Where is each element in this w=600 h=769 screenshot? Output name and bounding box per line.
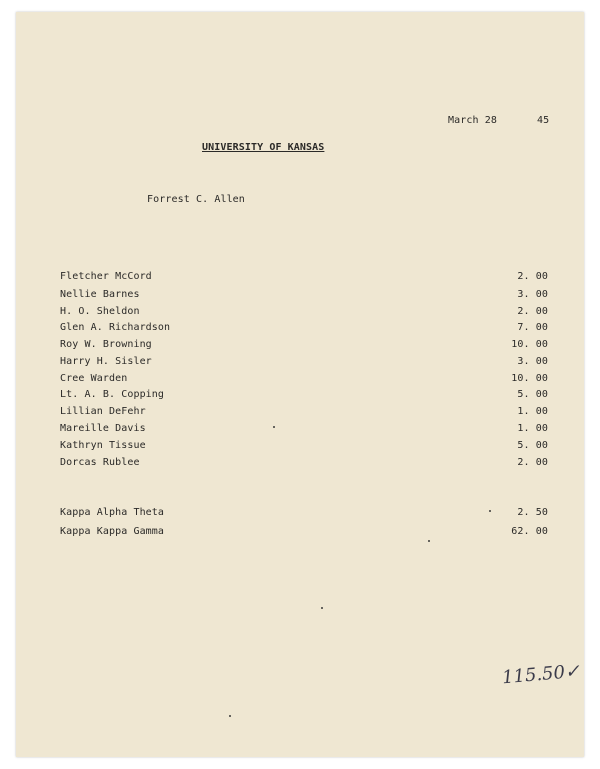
entry-amount: 1. 00 <box>517 406 548 417</box>
paper-speck <box>428 540 430 542</box>
entry-name: Lt. A. B. Copping <box>60 389 165 400</box>
entry-name: Roy W. Browning <box>60 339 152 350</box>
entry-name: Kathryn Tissue <box>60 440 146 451</box>
entry-amount: 3. 00 <box>517 289 548 300</box>
entry-name: H. O. Sheldon <box>60 306 140 317</box>
group-name: Kappa Kappa Gamma <box>60 526 165 537</box>
paper-speck <box>489 510 491 512</box>
paper-speck <box>229 715 231 717</box>
handwritten-total: 115.50✓ <box>501 660 581 689</box>
entry-amount: 10. 00 <box>511 339 548 350</box>
entry-name: Harry H. Sisler <box>60 356 152 367</box>
date-text: March 28 <box>448 115 497 126</box>
entry-name: Nellie Barnes <box>60 289 140 300</box>
entry-amount: 2. 00 <box>517 271 548 282</box>
entry-name: Mareille Davis <box>60 423 146 434</box>
entry-amount: 1. 00 <box>517 423 548 434</box>
entry-amount: 2. 00 <box>517 306 548 317</box>
entry-name: Glen A. Richardson <box>60 322 171 333</box>
entry-name: Fletcher McCord <box>60 271 152 282</box>
entry-amount: 5. 00 <box>517 440 548 451</box>
recipient-name: Forrest C. Allen <box>147 194 245 205</box>
entry-amount: 2. 00 <box>517 457 548 468</box>
entry-name: Dorcas Rublee <box>60 457 140 468</box>
entry-name: Lillian DeFehr <box>60 406 146 417</box>
entry-name: Cree Warden <box>60 373 128 384</box>
document-page <box>16 12 584 757</box>
group-amount: 62. 00 <box>511 526 548 537</box>
entry-amount: 3. 00 <box>517 356 548 367</box>
entry-amount: 7. 00 <box>517 322 548 333</box>
page-number: 45 <box>537 115 550 126</box>
entry-amount: 5. 00 <box>517 389 548 400</box>
paper-speck <box>321 607 323 609</box>
group-name: Kappa Alpha Theta <box>60 507 165 518</box>
document-title: UNIVERSITY OF KANSAS <box>202 142 325 153</box>
paper-speck <box>273 426 275 428</box>
group-amount: 2. 50 <box>517 507 548 518</box>
entry-amount: 10. 00 <box>511 373 548 384</box>
